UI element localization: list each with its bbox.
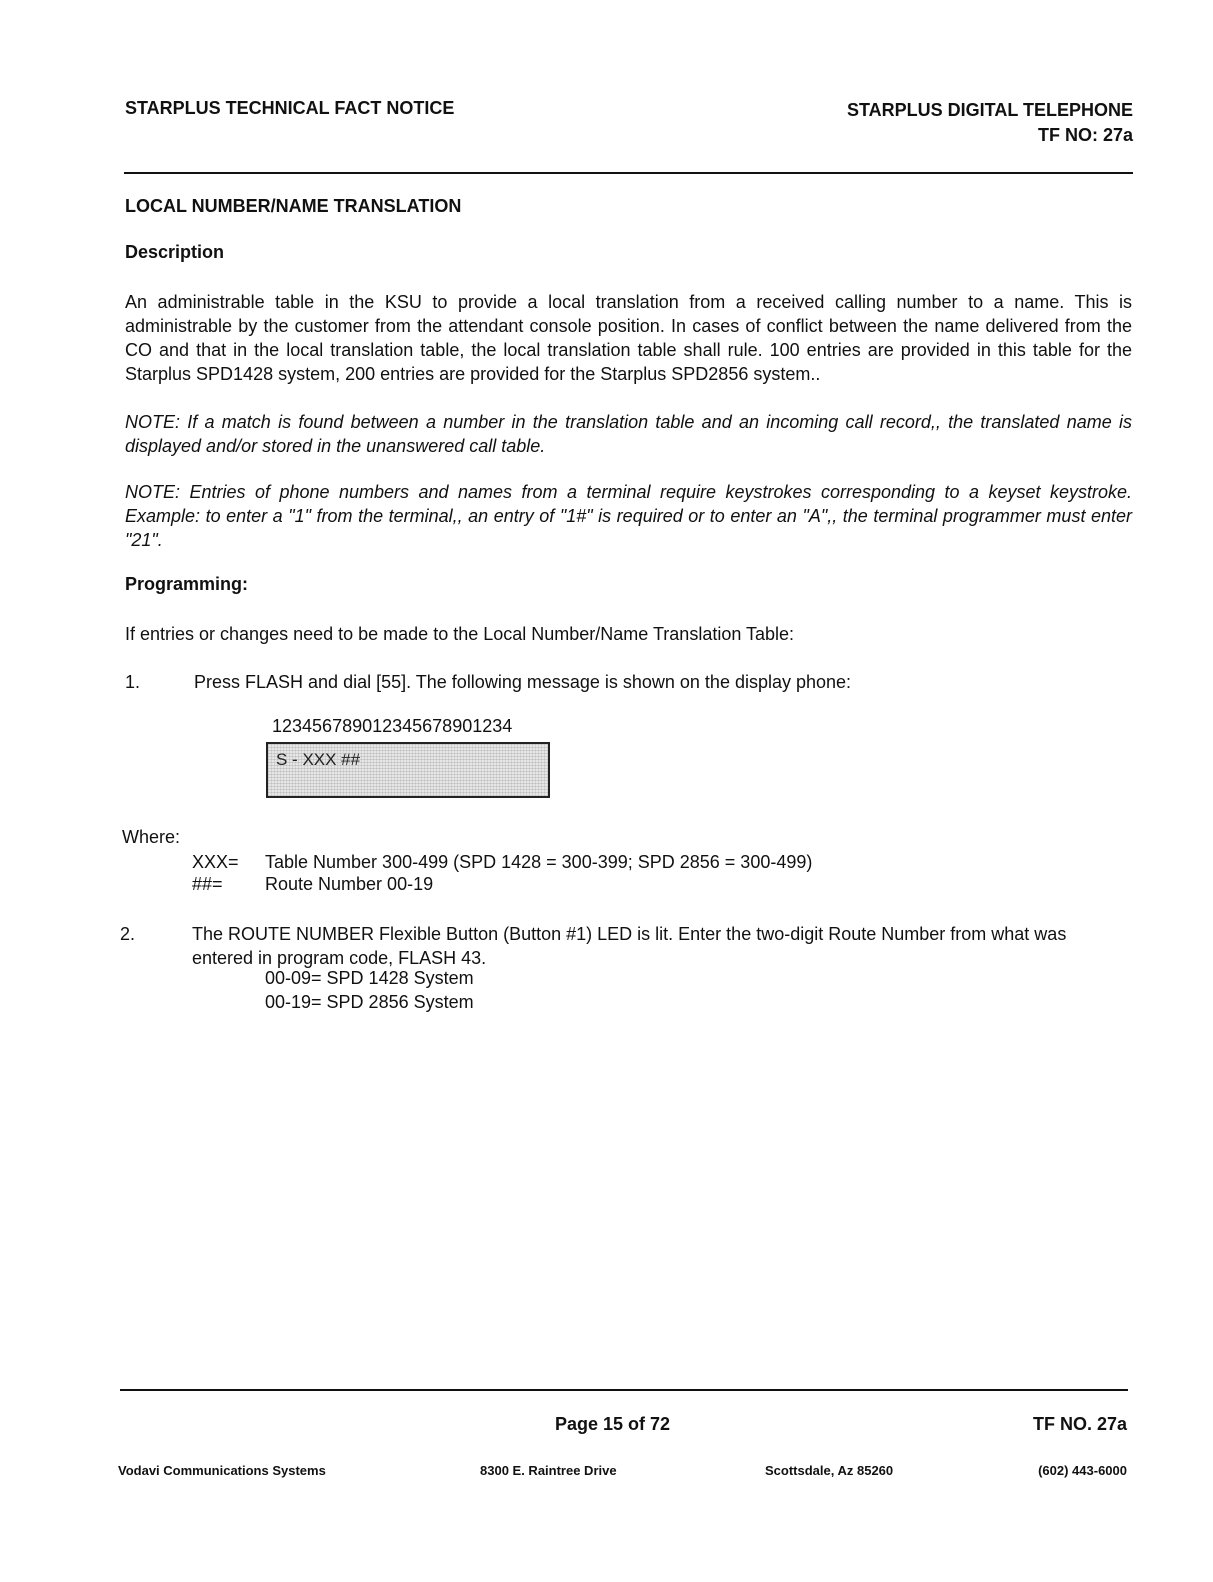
where-label: Where: xyxy=(122,827,181,847)
step-2-number: 2. xyxy=(120,924,136,944)
header-divider xyxy=(124,172,1133,174)
footer-divider xyxy=(120,1389,1128,1391)
note-match: NOTE: If a match is found between a number in the translation table and an incoming call record,, the translated name is displayed and/or stored in the unanswered call table. xyxy=(125,412,1132,456)
where-value-xxx: Table Number 300-499 (SPD 1428 = 300-399; SPD 2856 = 300-499) xyxy=(265,852,813,872)
display-text: S - XXX ## xyxy=(276,750,361,769)
footer-page-number: Page 15 of 72 xyxy=(555,1414,671,1434)
section-title: LOCAL NUMBER/NAME TRANSLATION xyxy=(125,196,462,216)
header-right-title: STARPLUS DIGITAL TELEPHONE xyxy=(846,100,1133,120)
step-2-text: The ROUTE NUMBER Flexible Button (Button #1) LED is lit. Enter the two-digit Route Number from what was entered in program code, FLASH 43. xyxy=(192,924,1067,968)
footer-company: Vodavi Communications Systems xyxy=(118,1463,326,1478)
where-key-route: ##= xyxy=(192,874,223,894)
display-screen xyxy=(266,742,550,798)
display-ruler: 123456789012345678901234 xyxy=(272,716,513,736)
note-entries: NOTE: Entries of phone numbers and names from a terminal require keystrokes corresponding to a keyset keystroke. Example: to enter a "1" from the terminal,, an entry of "1#" is required or to enter an "A",, the terminal programmer must enter "21". xyxy=(125,482,1132,550)
header-tf-number: TF NO: 27a xyxy=(1037,125,1133,145)
footer-city: Scottsdale, Az 85260 xyxy=(765,1463,894,1478)
description-heading: Description xyxy=(125,242,225,262)
programming-intro: If entries or changes need to be made to the Local Number/Name Translation Table: xyxy=(125,624,795,644)
footer-tf-number: TF NO. 27a xyxy=(1032,1414,1127,1434)
step-2-option-2856: 00-19= SPD 2856 System xyxy=(265,992,474,1012)
programming-heading: Programming: xyxy=(125,574,249,594)
description-text: An administrable table in the KSU to provide a local translation from a received calling number to a name. This is administrable by the customer from the attendant console position. In cases of conflict between the name delivered from the CO and that in the local translation table, the local translation table shall rule. 100 entries are provided in this table for the Starplus SPD1428 system, 200 entries are provided for the Starplus SPD2856 system.. xyxy=(125,292,1132,384)
where-value-route: Route Number 00-19 xyxy=(265,874,434,894)
footer-phone: (602) 443-6000 xyxy=(1038,1463,1127,1478)
step-1-number: 1. xyxy=(125,672,141,692)
footer-address: 8300 E. Raintree Drive xyxy=(480,1463,617,1478)
step-2-option-1428: 00-09= SPD 1428 System xyxy=(265,968,474,988)
step-1-text: Press FLASH and dial [55]. The following message is shown on the display phone: xyxy=(194,672,852,692)
header-left-title: STARPLUS TECHNICAL FACT NOTICE xyxy=(125,98,455,118)
where-key-xxx: XXX= xyxy=(192,852,239,872)
